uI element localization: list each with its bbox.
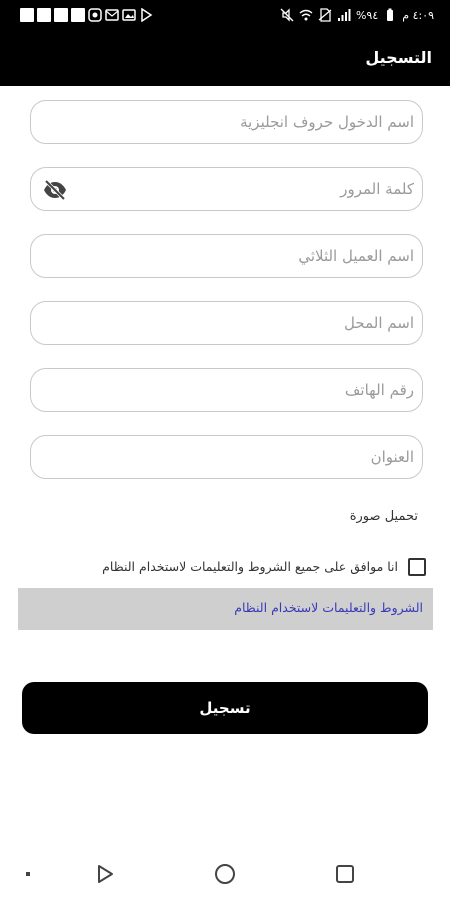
agree-label: انا موافق على جميع الشروط والتعليمات لاستخدام النظام — [102, 559, 398, 574]
agree-row[interactable] — [40, 556, 426, 580]
shop-name-input[interactable] — [91, 308, 414, 338]
page-title: التسجيل — [365, 48, 432, 67]
battery-icon — [383, 8, 397, 22]
no-sim-icon — [318, 8, 332, 22]
notification-square-icon — [71, 8, 85, 22]
shop-name-field[interactable] — [30, 301, 423, 345]
upload-photo-button[interactable]: تحميل صورة — [349, 509, 418, 524]
agree-checkbox[interactable] — [408, 558, 426, 576]
fullname-input[interactable] — [91, 241, 414, 271]
notification-square-icon — [37, 8, 51, 22]
phone-field[interactable] — [30, 368, 423, 412]
recents-square-icon — [334, 863, 356, 885]
nav-back-button[interactable] — [91, 860, 119, 888]
address-input[interactable] — [91, 442, 414, 472]
wifi-icon — [299, 8, 313, 22]
mute-icon — [280, 8, 294, 22]
username-input[interactable] — [91, 107, 414, 137]
password-visibility-toggle[interactable] — [41, 176, 69, 204]
status-indicators — [280, 6, 434, 24]
navigation-bar — [0, 846, 450, 900]
nav-home-button[interactable] — [211, 860, 239, 888]
image-icon — [122, 8, 136, 22]
notification-square-icon — [54, 8, 68, 22]
home-circle-icon — [214, 863, 236, 885]
play-triangle-icon — [94, 863, 116, 885]
terms-panel — [18, 588, 433, 630]
nav-recents-button[interactable] — [331, 860, 359, 888]
status-notifications — [20, 7, 153, 23]
address-field[interactable] — [30, 435, 423, 479]
signal-bars-icon — [337, 8, 351, 22]
battery-percent: %٩٤ — [355, 8, 379, 22]
nav-dot-button[interactable] — [14, 860, 42, 888]
phone-input[interactable] — [91, 375, 414, 405]
status-time: ٤:٠٩ م — [402, 8, 434, 22]
signal-app-icon — [88, 8, 102, 22]
fullname-field[interactable] — [30, 234, 423, 278]
terms-link[interactable]: الشروط والتعليمات لاستخدام النظام — [234, 600, 423, 615]
password-field[interactable] — [30, 167, 423, 211]
eye-off-icon — [43, 178, 67, 202]
password-input[interactable] — [91, 174, 414, 204]
app-bar — [0, 30, 450, 86]
message-icon — [105, 8, 119, 22]
register-button[interactable]: تسجيل — [22, 682, 428, 734]
dot-icon — [23, 869, 33, 879]
notification-square-icon — [20, 8, 34, 22]
play-store-icon — [139, 8, 153, 22]
username-field[interactable] — [30, 100, 423, 144]
status-bar — [0, 0, 450, 30]
